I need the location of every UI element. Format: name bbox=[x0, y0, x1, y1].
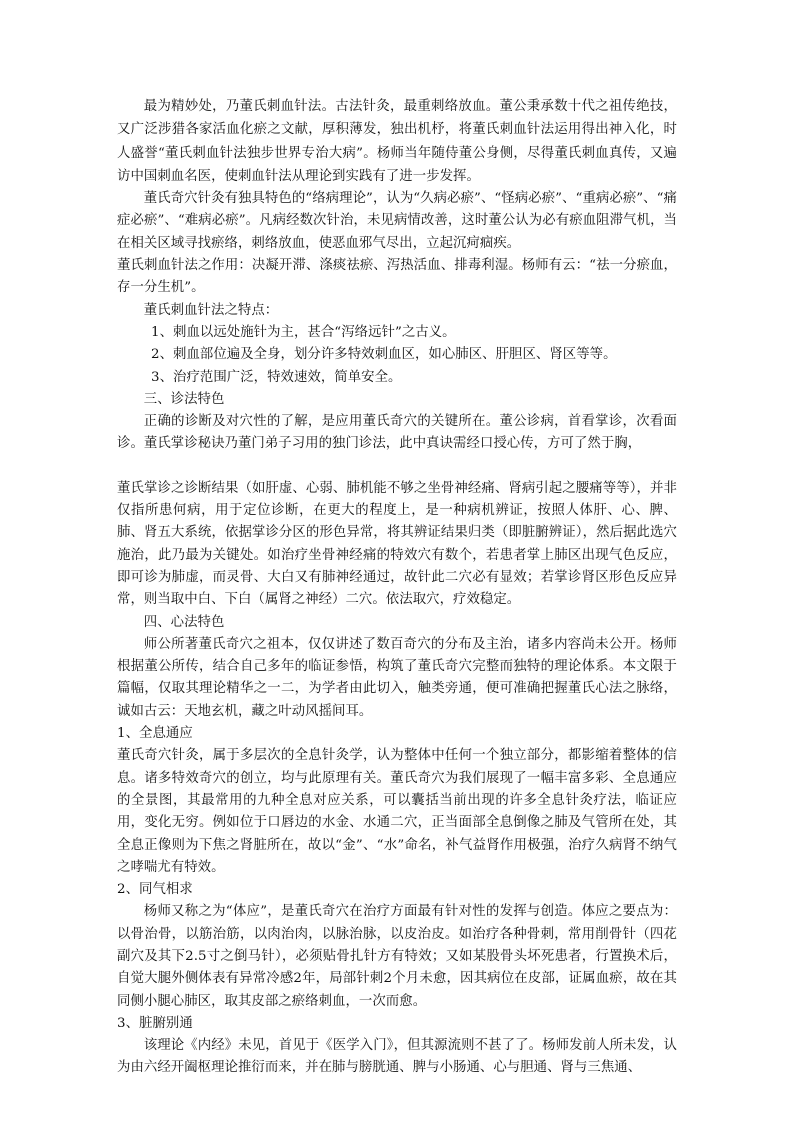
paragraph-collateral-theory: 董氏奇穴针灸有独具特色的“络病理论”，认为“久病必瘀”、“怪病必瘀”、“重病必瘀”、“痛症必瘀”、“难病必瘀”。凡病经数次针治，未见病情改善，这时董公认为必有瘀血阻滞气机，当在相关区域寻找瘀络，刺络放血，使恶血邪气尽出，立起沉疴痼疾。 bbox=[117, 191, 677, 251]
subheading-same-qi: 2、同气相求 bbox=[117, 882, 193, 898]
paragraph-blood-letting-effects: 董氏刺血针法之作用：决凝开滞、涤痰祛瘀、泻热活血、排毒利湿。杨师有云：“祛一分瘀血，存一分生机”。 bbox=[117, 258, 677, 296]
paragraph-palm-diagnosis-results: 董氏掌诊之诊断结果（如肝虚、心弱、肺机能不够之坐骨神经痛、肾病引起之腰痛等等），并非仅指所患何病，用于定位诊断，在更大的程度上，是一种病机辨证，按照人体肝、心、脾、肺、肾五大系统，依据掌诊分区的形色异常，将其辨证结果归类（即脏腑辨证），然后据此选穴施治，此乃最为关键处。如治疗坐骨神经痛的特效穴有数个，若患者掌上肺区出现气色反应，即可诊为肺虚，而灵骨、大白又有肺神经通过，故针此二穴必有显效；若掌诊肾区形色反应异常，则当取中白、下白（属肾之神经）二穴。依法取穴，疗效稳定。 bbox=[117, 480, 677, 608]
section-heading-heart-method: 四、心法特色 bbox=[143, 614, 225, 630]
paragraph-same-qi: 杨师又称之为“体应”，是董氏奇穴在治疗方面最有针对性的发挥与创造。体应之要点为：以骨治骨，以筋治筋，以肉治肉，以脉治脉，以皮治皮。如治疗各种骨刺，常用削骨针（四花副穴及其下2.5寸之倒马针），必须贴骨扎针方有特效；又如某股骨头坏死患者，行置换术后，自觉大腿外侧体表有异常冷感2年，局部针刺2个月未愈，因其病位在皮部，证属血瘀，故在其同侧小腿心肺区，取其皮部之瘀络刺血，一次而愈。 bbox=[117, 904, 677, 1009]
paragraph-holographic: 董氏奇穴针灸，属于多层次的全息针灸学，认为整体中任何一个独立部分，都影缩着整体的信息。诸多特效奇穴的创立，均与此原理有关。董氏奇穴为我们展现了一幅丰富多彩、全息通应的全景图，其最常用的九种全息对应关系，可以囊括当前出现的许多全息针灸疗法，临证应用，变化无穷。例如位于口唇边的水金、水通二穴，正当面部全息倒像之肺及气管所在处，其全息正像则为下焦之肾脏所在，故以“金”、“水”命名，补气益肾作用极强，治疗久病肾不纳气之哮喘尤有特效。 bbox=[117, 748, 677, 875]
list-item-feature-1: 1、刺血以远处施针为主，甚合“泻络远针”之古义。 bbox=[151, 324, 456, 340]
blank-line bbox=[117, 456, 677, 478]
paragraph-organ-connection: 该理论《内经》未见，首见于《医学入门》，但其源流则不甚了了。杨师发前人所未发，认为由六经开阖枢理论推衍而来，并在肺与膀胱通、脾与小肠通、心与胆通、肾与三焦通、 bbox=[117, 1038, 677, 1076]
list-item-feature-2: 2、刺血部位遍及全身，划分许多特效刺血区，如心肺区、肝胆区、肾区等等。 bbox=[151, 347, 617, 363]
paragraph-diagnosis: 正确的诊断及对穴性的了解，是应用董氏奇穴的关键所在。董公诊病，首看掌诊，次看面诊。董氏掌诊秘诀乃董门弟子习用的独门诊法，此中真诀需经口授心传，方可了然于胸， bbox=[117, 414, 677, 452]
list-item-feature-3: 3、治疗范围广泛，特效速效，简单安全。 bbox=[151, 369, 402, 385]
section-heading-diagnosis: 三、诊法特色 bbox=[143, 391, 225, 407]
paragraph-heart-method: 师公所著董氏奇穴之祖本，仅仅讲述了数百奇穴的分布及主治，诸多内容尚未公开。杨师根据董公所传，结合自己多年的临证参悟，构筑了董氏奇穴完整而独特的理论体系。本文限于篇幅，仅取其理论精华之一二，为学者由此切入，触类旁通，便可准确把握董氏心法之脉络，诚如古云：天地玄机，藏之叶动风摇间耳。 bbox=[117, 636, 677, 719]
paragraph-blood-letting-features-heading: 董氏刺血针法之特点： bbox=[143, 302, 279, 318]
document-body bbox=[117, 95, 677, 1080]
subheading-organ-connection: 3、脏腑别通 bbox=[117, 1015, 193, 1031]
paragraph-blood-letting-intro: 最为精妙处，乃董氏刺血针法。古法针灸，最重刺络放血。董公秉承数十代之祖传绝技，又广泛涉猎各家活血化瘀之文献，厚积薄发，独出机杼，将董氏刺血针法运用得出神入化，时人盛誉“董氏刺血针法独步世界专治大病”。杨师当年随侍董公身侧，尽得董氏刺血真传，又遍访中国刺血名医，使刺血针法从理论到实践有了进一步发挥。 bbox=[117, 99, 677, 184]
subheading-holographic: 1、全息通应 bbox=[117, 726, 193, 742]
